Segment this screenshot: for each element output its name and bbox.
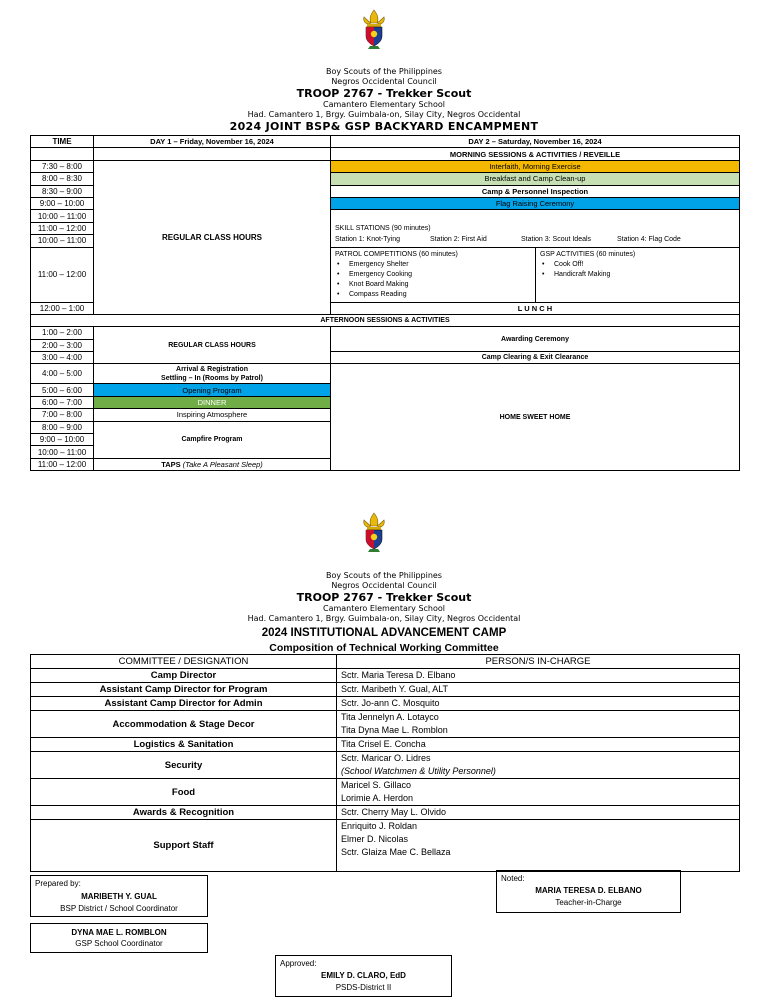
committee-person: Sctr. Maricar O. Lidres [341, 753, 431, 763]
schedule-table [30, 135, 740, 471]
time-cell: 6:00 – 7:00 [31, 396, 94, 408]
taps-cell [94, 458, 331, 470]
skill-stations-title: SKILL STATIONS (90 minutes) [335, 224, 431, 232]
header-2 [0, 571, 768, 655]
signatory-name: MARIA TERESA D. ELBANO [535, 886, 642, 895]
committee-person: Lorimie A. Herdon [341, 793, 414, 803]
regular-class-hours-afternoon: REGULAR CLASS HOURS [94, 327, 331, 364]
col-time-header: TIME [31, 136, 94, 148]
day1-blank [94, 148, 331, 160]
committee-person: Sctr. Maria Teresa D. Elbano [337, 669, 740, 683]
council-name: Negros Occidental Council [331, 77, 437, 86]
time-cell: 10:00 – 11:00 [31, 235, 94, 247]
committee-person: Tita Dyna Mae L. Romblon [341, 725, 448, 735]
committee-person: Elmer D. Nicolas [341, 834, 409, 844]
prepared-by-box-2 [30, 923, 208, 953]
time-cell: 10:00 – 11:00 [31, 446, 94, 458]
patrol-item: • Compass Reading [335, 290, 531, 300]
noted-by-label: Noted: [501, 874, 525, 883]
committee-person: Enriquito J. Roldan [341, 821, 418, 831]
committee-person-note: (School Watchmen & Utility Personnel) [341, 766, 496, 776]
committee-role: Camp Director [31, 669, 337, 683]
time-cell: 8:00 – 9:00 [31, 421, 94, 433]
time-cell: 11:00 – 12:00 [31, 458, 94, 470]
committee-persons [337, 820, 740, 872]
station-item: Station 1: Knot-Tying [335, 235, 400, 243]
committee-persons [337, 711, 740, 738]
arrival-text: Arrival & Registration [176, 365, 248, 373]
time-cell: 5:00 – 6:00 [31, 384, 94, 396]
col-day1-header: DAY 1 – Friday, November 16, 2024 [94, 136, 331, 148]
camp-title: 2024 INSTITUTIONAL ADVANCEMENT CAMP [261, 627, 507, 639]
arrival-cell [94, 364, 331, 384]
time-cell: 7:30 – 8:00 [31, 160, 94, 172]
signatory-name: EMILY D. CLARO, EdD [321, 971, 406, 980]
gsp-item: • Handicraft Making [540, 270, 735, 280]
committee-person: Tita Crisel E. Concha [337, 738, 740, 752]
school-address: Had. Camantero 1, Brgy. Guimbala-on, Silay City, Negros Occidental [247, 614, 521, 623]
station-item: Station 2: First Aid [430, 235, 487, 243]
signatory-position: Teacher-in-Charge [555, 898, 622, 907]
prepared-by-box-1 [30, 875, 208, 917]
committee-role: Food [31, 779, 337, 806]
lunch-cell: L U N C H [331, 302, 740, 314]
col-committee-header: COMMITTEE / DESIGNATION [31, 655, 337, 669]
gsp-title: GSP ACTIVITIES (60 minutes) [540, 250, 636, 258]
committee-role: Assistant Camp Director for Program [31, 683, 337, 697]
afternoon-sessions-header: AFTERNOON SESSIONS & ACTIVITIES [31, 314, 740, 326]
committee-person: Sctr. Maribeth Y. Gual, ALT [337, 683, 740, 697]
time-cell-blank [31, 148, 94, 160]
committee-person: Sctr. Cherry May L. Olvido [337, 806, 740, 820]
opening-program-cell: Opening Program [94, 384, 331, 396]
signatory-position: BSP District / School Coordinator [60, 904, 178, 913]
time-cell: 1:00 – 2:00 [31, 327, 94, 339]
time-cell: 8:00 – 8:30 [31, 173, 94, 185]
org-name: Boy Scouts of the Philippines [326, 571, 442, 580]
committee-subtitle: Composition of Technical Working Committee [269, 642, 499, 654]
patrol-competitions-cell [331, 247, 536, 302]
home-sweet-home-cell: HOME SWEET HOME [331, 364, 740, 471]
school-name: Camantero Elementary School [322, 604, 445, 613]
patrol-item: • Knot Board Making [335, 280, 531, 290]
committee-role: Logistics & Sanitation [31, 738, 337, 752]
gsp-activities-cell [536, 247, 740, 302]
committee-person: Maricel S. Gillaco [341, 780, 412, 790]
time-cell: 2:00 – 3:00 [31, 339, 94, 351]
council-name: Negros Occidental Council [331, 581, 437, 590]
inspiring-cell: Inspiring Atmosphere [94, 409, 331, 421]
gsp-item: • Cook Off! [540, 260, 735, 270]
committee-table [30, 654, 740, 872]
signatory-position: PSDS-District II [335, 983, 392, 992]
approved-by-box [275, 955, 452, 997]
noted-by-box [496, 870, 681, 913]
committee-persons [337, 752, 740, 779]
col-person-header: PERSON/S IN-CHARGE [337, 655, 740, 669]
station-item: Station 4: Flag Code [617, 235, 681, 243]
org-name: Boy Scouts of the Philippines [326, 67, 442, 76]
time-cell: 7:00 – 8:00 [31, 409, 94, 421]
time-cell: 11:00 – 12:00 [31, 247, 94, 302]
signatory-position: GSP School Coordinator [75, 939, 163, 948]
prepared-by-label: Prepared by: [35, 879, 81, 888]
patrol-item: • Emergency Cooking [335, 270, 531, 280]
bsp-logo [361, 512, 387, 554]
signatory-name: DYNA MAE L. ROMBLON [71, 928, 167, 937]
interfaith-cell: Interfaith, Morning Exercise [331, 160, 740, 172]
time-cell: 10:00 – 11:00 [31, 210, 94, 222]
committee-role: Assistant Camp Director for Admin [31, 697, 337, 711]
troop-name: TROOP 2767 - Trekker Scout [296, 591, 472, 604]
committee-role: Awards & Recognition [31, 806, 337, 820]
patrol-item: • Emergency Shelter [335, 260, 531, 270]
station-item: Station 3: Scout Ideals [521, 235, 592, 243]
dinner-cell: DINNER [94, 396, 331, 408]
skill-stations-cell [331, 210, 740, 247]
committee-role: Security [31, 752, 337, 779]
time-cell: 9:00 – 10:00 [31, 434, 94, 446]
time-cell: 8:30 – 9:00 [31, 185, 94, 197]
time-cell: 12:00 – 1:00 [31, 302, 94, 314]
approved-by-label: Approved: [280, 959, 317, 968]
committee-persons [337, 779, 740, 806]
committee-person: Sctr. Jo-ann C. Mosquito [337, 697, 740, 711]
committee-role: Accommodation & Stage Decor [31, 711, 337, 738]
col-day2-header: DAY 2 – Saturday, November 16, 2024 [331, 136, 740, 148]
bsp-logo [361, 9, 387, 51]
flag-raising-cell: Flag Raising Ceremony [331, 197, 740, 209]
time-cell: 9:00 – 10:00 [31, 197, 94, 209]
morning-sessions-header: MORNING SESSIONS & ACTIVITIES / REVEILLE [331, 148, 740, 160]
patrol-title: PATROL COMPETITIONS (60 minutes) [335, 250, 458, 258]
troop-name: TROOP 2767 - Trekker Scout [296, 87, 472, 100]
awarding-cell: Awarding Ceremony [331, 327, 740, 352]
breakfast-cell: Breakfast and Camp Clean-up [331, 173, 740, 185]
school-address: Had. Camantero 1, Brgy. Guimbala-on, Silay City, Negros Occidental [247, 110, 521, 119]
taps-text: TAPS [161, 460, 181, 469]
regular-class-hours-morning: REGULAR CLASS HOURS [94, 160, 331, 314]
taps-note: (Take A Pleasant Sleep) [182, 460, 263, 469]
committee-person: Tita Jennelyn A. Lotayco [341, 712, 439, 722]
committee-role: Support Staff [31, 820, 337, 872]
document-title: 2024 JOINT BSP& GSP BACKYARD ENCAMPMENT [229, 120, 539, 133]
time-cell: 3:00 – 4:00 [31, 352, 94, 364]
time-cell: 11:00 – 12:00 [31, 222, 94, 234]
settling-text: Settling – In (Rooms by Patrol) [161, 374, 263, 382]
header-1 [0, 67, 768, 133]
committee-person: Sctr. Glaiza Mae C. Bellaza [341, 847, 451, 857]
time-cell: 4:00 – 5:00 [31, 364, 94, 384]
campfire-cell: Campfire Program [94, 421, 331, 458]
signatory-name: MARIBETH Y. GUAL [81, 892, 157, 901]
inspection-cell: Camp & Personnel Inspection [331, 185, 740, 197]
clearing-cell: Camp Clearing & Exit Clearance [331, 352, 740, 364]
school-name: Camantero Elementary School [322, 100, 445, 109]
